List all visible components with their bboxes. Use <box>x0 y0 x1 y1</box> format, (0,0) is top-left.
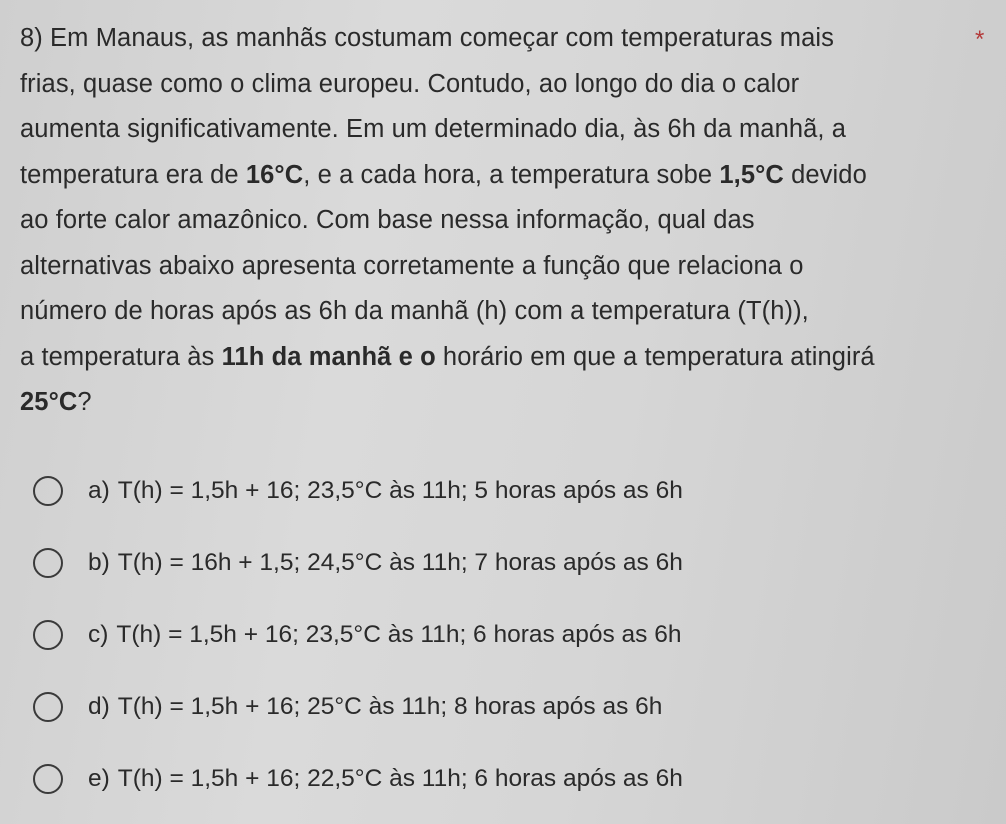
options-list <box>33 455 933 815</box>
radio-button[interactable] <box>33 692 63 722</box>
radio-button[interactable] <box>33 764 63 794</box>
question-line <box>20 62 970 108</box>
option-d[interactable] <box>33 671 933 743</box>
question-emphasis: 16°C <box>245 160 304 189</box>
option-label[interactable] <box>88 693 662 721</box>
question-text <box>20 16 970 426</box>
question-segment: alternativas abaixo apresenta corretamente a função que relaciona o <box>20 251 804 280</box>
option-e[interactable] <box>33 743 933 815</box>
radio-button[interactable] <box>33 548 63 578</box>
option-label[interactable] <box>88 765 683 793</box>
option-label[interactable] <box>88 477 683 505</box>
question-line <box>20 198 970 244</box>
option-text: T(h) = 1,5h + 16; 22,5°C às 11h; 6 horas após as 6h <box>117 765 683 792</box>
option-letter: e) <box>88 765 110 792</box>
option-c[interactable] <box>33 599 933 671</box>
option-text: T(h) = 1,5h + 16; 25°C às 11h; 8 horas após as 6h <box>117 693 663 720</box>
question-line <box>20 289 970 335</box>
option-text: T(h) = 1,5h + 16; 23,5°C às 11h; 5 horas após as 6h <box>117 477 683 504</box>
question-segment: devido <box>783 160 867 189</box>
question-emphasis: 1,5°C <box>719 160 784 189</box>
option-text: T(h) = 1,5h + 16; 23,5°C às 11h; 6 horas após as 6h <box>116 621 682 648</box>
required-asterisk: * <box>975 26 985 53</box>
question-segment: horário em que a temperatura atingirá <box>435 342 875 371</box>
question-line <box>20 335 970 381</box>
question-segment: aumenta significativamente. Em um determinado dia, às 6h da manhã, a <box>20 115 847 143</box>
radio-button[interactable] <box>33 476 63 506</box>
question-emphasis: 25°C <box>20 388 78 416</box>
radio-button[interactable] <box>33 620 63 650</box>
question-line <box>20 16 970 62</box>
question-segment: frias, quase como o clima europeu. Contudo, ao longo do dia o calor <box>20 69 800 98</box>
question-emphasis: 11h da manhã e o <box>221 342 436 371</box>
question-segment: ao forte calor amazônico. Com base nessa informação, qual das <box>20 206 755 234</box>
option-letter: c) <box>88 621 109 648</box>
question-segment: temperatura era de <box>20 160 246 189</box>
option-label[interactable] <box>88 549 683 577</box>
question-line <box>20 380 970 426</box>
question-line <box>20 153 970 199</box>
question-line <box>20 244 970 290</box>
option-label[interactable] <box>88 621 681 649</box>
option-letter: a) <box>88 477 110 504</box>
question-line <box>20 107 970 153</box>
question-segment: 8) Em Manaus, as manhãs costumam começar com temperaturas mais <box>20 24 834 52</box>
option-letter: b) <box>88 549 110 576</box>
question-segment: ? <box>77 388 92 416</box>
question-segment: número de horas após as 6h da manhã (h) com a temperatura (T(h)), <box>20 297 809 325</box>
option-letter: d) <box>88 693 110 720</box>
question-segment: , e a cada hora, a temperatura sobe <box>303 160 720 189</box>
option-a[interactable] <box>33 455 933 527</box>
question-segment: a temperatura às <box>20 342 222 371</box>
option-text: T(h) = 16h + 1,5; 24,5°C às 11h; 7 horas após as 6h <box>117 549 683 576</box>
option-b[interactable] <box>33 527 933 599</box>
